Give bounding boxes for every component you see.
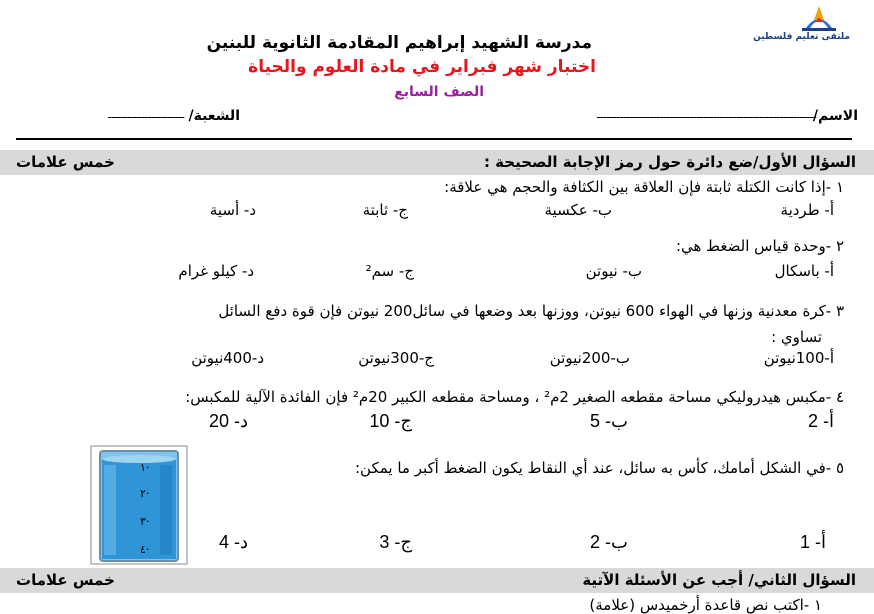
name-label: الاسم/ <box>812 108 858 124</box>
grade-label: الصف السابع <box>394 84 484 100</box>
option-2-b[interactable]: ب- نيوتن <box>585 262 642 280</box>
logo-text: ملتقى تعليم فلسطين <box>753 32 850 42</box>
exam-title: اختبار شهر فبراير في مادة العلوم والحياة <box>248 57 596 77</box>
question-2-bar <box>0 568 874 593</box>
name-line: ------------------------------------------------------------------ <box>596 110 816 124</box>
logo-emblem-icon <box>786 2 852 32</box>
option-1-c[interactable]: ج- ثابتة <box>362 201 408 219</box>
option-5-a[interactable]: أ- 1 <box>799 532 826 552</box>
question-item-3-continued: تساوي : <box>771 328 822 346</box>
question-1-marks: خمس علامات <box>16 153 115 171</box>
figure-point-2: ٢· <box>140 487 150 500</box>
option-5-c[interactable]: ج- 3 <box>379 532 412 552</box>
option-2-c[interactable]: ج- سم² <box>365 262 414 280</box>
option-1-d[interactable]: د- أسية <box>209 201 256 219</box>
school-logo <box>753 2 852 46</box>
question-item-2: ٢ -وحدة قياس الضغط هي: <box>675 237 844 255</box>
question-2-item-1: ١ -اكتب نص قاعدة أرخميدس (علامة) <box>589 596 822 614</box>
option-3-d[interactable]: د-400نيوتن <box>191 349 264 367</box>
option-1-b[interactable]: ب- عكسية <box>544 201 612 219</box>
figure-point-1: ١· <box>140 461 150 474</box>
question-item-1: ١ -إذا كانت الكتلة ثابتة فإن العلاقة بين الكثافة والحجم هي علاقة: <box>444 178 844 196</box>
option-5-d[interactable]: د- 4 <box>218 532 248 552</box>
question-item-5: ٥ -في الشكل أمامك، كأس به سائل، عند أي النقاط يكون الضغط أكبر ما يمكن: <box>354 459 844 477</box>
question-item-4: ٤ -مكبس هيدروليكي مساحة مقطعه الصغير 2م² ، ومساحة مقطعه الكبير 20م² فإن الفائدة الآلية للمكبس: <box>185 388 844 406</box>
figure-point-4: ٤· <box>140 543 150 556</box>
beaker-icon <box>90 445 188 565</box>
header-divider <box>16 138 852 140</box>
section-line: ----------------------- <box>107 110 184 124</box>
option-5-b[interactable]: ب- 2 <box>590 532 628 552</box>
option-3-b[interactable]: ب-200نيوتن <box>549 349 630 367</box>
section-label: الشعبة/ <box>188 108 240 124</box>
option-2-d[interactable]: د- كيلو غرام <box>178 262 254 280</box>
option-4-b[interactable]: ب- 5 <box>590 411 628 431</box>
option-4-c[interactable]: ج- 10 <box>369 411 412 431</box>
question-item-3: ٣ -كرة معدنية وزنها في الهواء 600 نيوتن، ووزنها بعد وضعها في سائل200 نيوتن فإن قوة دفع السائل <box>218 302 844 320</box>
question-2-marks: خمس علامات <box>16 571 115 589</box>
option-3-c[interactable]: ج-300نيوتن <box>358 349 434 367</box>
option-4-d[interactable]: د- 20 <box>208 411 248 431</box>
option-2-a[interactable]: أ- باسكال <box>774 262 834 280</box>
option-4-a[interactable]: أ- 2 <box>807 411 834 431</box>
question-2-title: السؤال الثاني/ أجب عن الأسئلة الآتية <box>582 571 856 589</box>
school-name: مدرسة الشهيد إبراهيم المقادمة الثانوية للبنين <box>206 33 592 53</box>
beaker-figure <box>90 445 188 565</box>
question-1-title: السؤال الأول/ضع دائرة حول رمز الإجابة الصحيحة : <box>483 153 856 171</box>
option-3-a[interactable]: أ-100نيوتن <box>763 349 834 367</box>
figure-point-3: ٣· <box>140 515 150 528</box>
option-1-a[interactable]: أ- طردية <box>780 201 834 219</box>
question-1-bar <box>0 150 874 175</box>
